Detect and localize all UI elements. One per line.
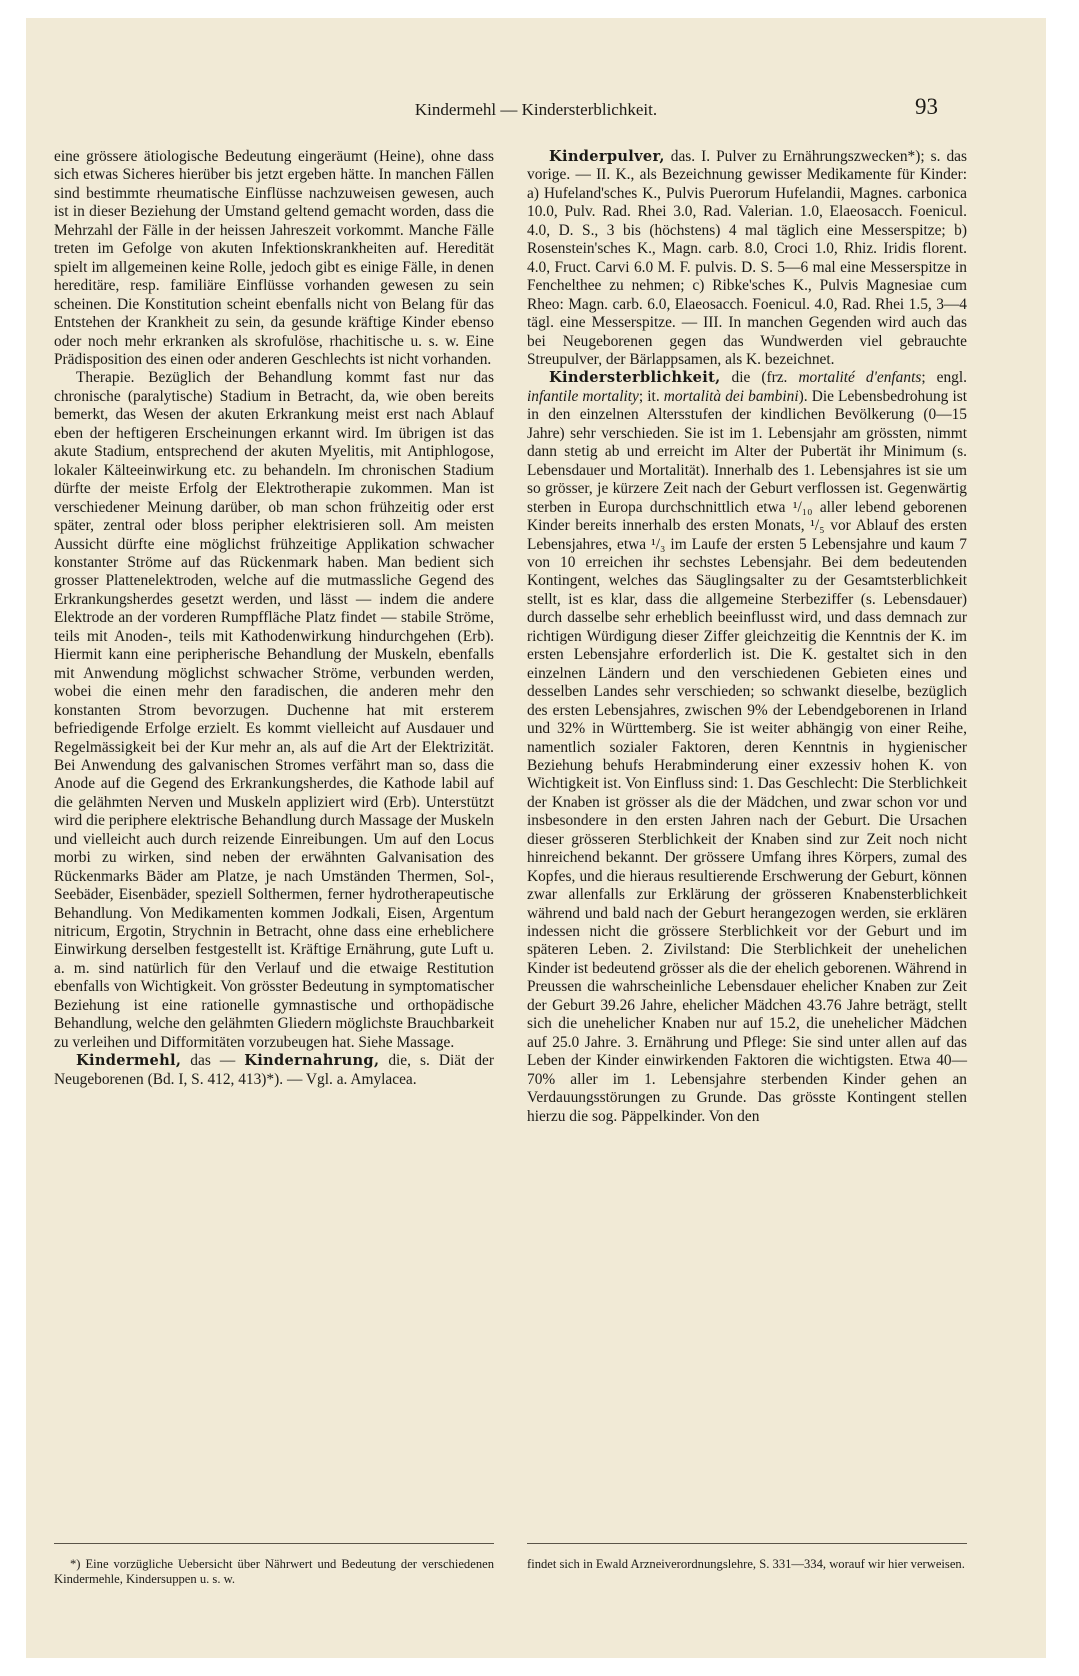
italian-term: mortalità dei bambini [663, 387, 799, 405]
entry-kindersterblichkeit [527, 369, 967, 1126]
page-header [26, 92, 1046, 126]
footnote-divider-left [54, 1543, 494, 1544]
entry-kindermehl [54, 1052, 494, 1089]
running-head: Kindermehl — Kindersterblichkeit. [414, 100, 658, 119]
page-number: 93 [915, 94, 938, 119]
left-column [54, 148, 494, 1089]
entry-text: ; engl. [921, 369, 967, 387]
book-page [26, 18, 1046, 1658]
footnote-divider-right [527, 1543, 967, 1544]
english-term: infantile mortality [527, 387, 639, 405]
entry-kinderpulver [527, 148, 967, 369]
entry-head-kindermehl: Kindermehl, [76, 1052, 182, 1070]
footnote-left: *) Eine vorzügliche Uebersicht über Nährwert und Bedeutung der verschiedenen Kindermehle, Kindersuppen u. s. w. [54, 1557, 494, 1586]
french-term: mortalité d'enfants [798, 369, 922, 387]
entry-head-kindernahrung: Kindernahrung, [244, 1052, 380, 1070]
entry-text: das. I. Pulver zu Ernährungszwecken*); s. das vorige. — II. K., als Bezeichnung gewisser Medikamente für Kinder: a) Hufeland'sches K., Pulvis Puerorum Hufelandii, Magnes. carbonica 10.0, Pulv. Rad. Rhei 3.0, Rad. Valerian. 1.0, Elaeosacch. Foenicul. 4.0, D. S., 3 bis (höchstens) 4 mal täglich eine Messerspitze; b) Rosenstein'sches K., Magn. carb. 8.0, Croci 1.0, Rhiz. Iridis florent. 4.0, Fruct. Carvi 6.0 M. F. pulvis. D. S. 5—6 mal eine Messerspitze in Fenchelthee zu nehmen; c) Ribke'sches K., Pulvis Magnesiae cum Rheo: Magn. carb. 6.0, Elaeosacch. Foenicul. 4.0, Rad. Rhei 1.5, 3—4 tägl. eine Messerspitze. — III. In manchen Gegenden wird auch das bei Neugeborenen gegen das Wundwerden viel gebrauchte Streupulver, der Bärlappsamen, als K. bezeichnet. [527, 148, 967, 368]
right-column [527, 148, 967, 1126]
entry-text: ). Die Lebensbedrohung ist in den einzelnen Altersstufen der kindlichen Bevölkerung (0—15 Jahre) sehr verschieden. Sie ist im 1. Lebensjahr am grössten, nimmt dann stetig ab und erreicht im Alter der Pubertät ihr Minimum (s. Lebensdauer und Mortalität). Innerhalb des 1. Lebensjahres ist sie um so grösser, je kürzere Zeit nach der Geburt verflossen ist. Gegenwärtig sterben in Europa durchschnittlich etwa ¹/₁₀ aller lebend geborenen Kinder bereits innerhalb des ersten Monats, ¹/₅ vor Ablauf des ersten Lebensjahres, etwa ¹/₃ im Laufe der ersten 5 Lebensjahre und kaum 7 von 10 erreichen ihr sechstes Lebensjahr. Bei dem bedeutenden Kontingent, welches das Säuglingsalter zu der Gesamtsterblichkeit stellt, ist es klar, dass die allgemeine Sterbeziffer (s. Lebensdauer) durch dasselbe sehr erheblich beeinflusst wird, und dass demnach zur richtigen Würdigung dieser Ziffer gleichzeitig die Kenntnis der K. im ersten Lebensjahre erforderlich ist. Die K. gestaltet sich in den einzelnen Ländern und den verschiedenen Gebieten eines und desselben Landes sehr verschieden; so schwankt dieselbe, bezüglich des ersten Lebensjahres, zwischen 9% der Lebendgeborenen in Irland und 32% in Württemberg. Sie ist weiter abhängig von einer Reihe, namentlich sozialer Faktoren, deren Kenntnis in hygienischer Beziehung behufs Herabminderung einer exzessiv hohen K. von Wichtigkeit ist. Von Einfluss sind: 1. Das Geschlecht: Die Sterblichkeit der Knaben ist grösser als die der Mädchen, und zwar schon vor und insbesondere in den ersten Jahren nach der Geburt. Die Ursachen dieser grösseren Sterblichkeit der Knaben sind zur Zeit noch nicht hinreichend bekannt. Der grössere Umfang ihres Körpers, zumal des Kopfes, und die hieraus resultierende Erschwerung der Geburt, können zwar allenfalls zur Erklärung der grösseren Knabensterblichkeit während und bald nach der Geburt herangezogen werden, sie erklären indessen nicht die grössere Sterblichkeit vor der Geburt und im späteren Leben. 2. Zivilstand: Die Sterblichkeit der unehelichen Kinder ist bedeutend grösser als die der ehelich geborenen. Während in Preussen die wahrscheinliche Lebensdauer ehelicher Knaben zur Zeit der Geburt 39.26 Jahre, ehelicher Mädchen 43.76 Jahre beträgt, stellt sich die unehelicher Knaben nur auf 15.2, die unehelicher Mädchen auf 25.0 Jahre. 3. Ernährung und Pflege: Sie sind unter allen auf das Leben der Kinder einwirkenden Faktoren die wichtigsten. Etwa 40—70% aller im 1. Lebensjahre sterbenden Kinder gehen an Verdauungsstörungen zu Grunde. Das grösste Kontingent stellen hierzu die sog. Päppelkinder. Von den [527, 387, 967, 1125]
paragraph-etiology: eine grössere ätiologische Bedeutung eingeräumt (Heine), ohne dass sich etwas Sicheres hierüber bis jetzt ergeben hätte. In manchen Fällen sind bestimmte rheumatische Einflüsse nachzuweisen gewesen, auch ist in dieser Beziehung der Umstand geltend gemacht worden, dass die Mehrzahl der Fälle in der heissen Jahreszeit vorkommt. Manche Fälle treten im Gefolge von akuten Infektionskrankheiten auf. Heredität spielt im allgemeinen keine Rolle, jedoch gibt es einige Fälle, in denen hereditäre, resp. familiäre Einflüsse vorhanden gewesen zu sein scheinen. Die Konstitution scheint ebenfalls nicht von Belang für das Entstehen der Krankheit zu sein, da gesunde kräftige Kinder ebenso oder noch mehr erkranken als skrofulöse, rhachitische u. s. w. Eine Prädisposition des einen oder anderen Geschlechts ist nicht vorhanden. [54, 148, 494, 368]
entry-head-kindersterblichkeit: Kindersterblichkeit, [549, 369, 721, 387]
entry-text: das — [181, 1052, 245, 1070]
entry-text: die, s. Diät der Neugeborenen (Bd. I, S. 412, 413)*). — Vgl. a. Amylacea. [54, 1052, 495, 1088]
paragraph-therapie: Therapie. Bezüglich der Behandlung kommt fast nur das chronische (paralytische) Stadium in Betracht, da, wie oben bereits bemerkt, das Wesen der akuten Erkrankung meist erst nach Ablauf eben der heftigeren Erscheinungen erkannt wird. Im übrigen ist das akute Stadium, entsprechend der akuten Myelitis, mit Antiphlogose, lokaler Kälteeinwirkung etc. zu behandeln. Im chronischen Stadium dürfte der meiste Erfolg der Elektrotherapie zukommen. Man ist verschiedener Meinung darüber, ob man schon frühzeitig oder erst später, zentral oder bloss peripher elektrisieren soll. Am meisten Aussicht dürfte eine möglichst frühzeitige Applikation schwacher konstanter Ströme auf das Rückenmark haben. Man bedient sich grosser Plattenelektroden, welche auf die mutmassliche Gegend des Erkrankungsherdes gesetzt werden, und lässt — indem die andere Elektrode an der vorderen Rumpffläche Platz findet — stabile Ströme, teils mit Anoden-, teils mit Kathodenwirkung hindurchgehen (Erb). Hiermit kann eine peripherische Behandlung der Muskeln, ebenfalls mit Anwendung möglichst schwacher Ströme, verbunden werden, wobei die einen mehr den faradischen, die anderen mehr den konstanten Strom bevorzugen. Duchenne hat mit ersterem befriedigende Erfolge erzielt. Es kommt vielleicht auf Ausdauer und Regelmässigkeit bei der Kur mehr an, als auf die Art der Elektrizität. Bei Anwendung des galvanischen Stromes verfährt man so, dass die Anode auf die Gegend des Erkrankungsherdes, die Kathode labil auf die gelähmten Nerven und Muskeln appliziert wird (Erb). Unterstützt wird die periphere elektrische Behandlung durch Massage der Muskeln und vielleicht auch durch reizende Einreibungen. Um auf den Locus morbi zu wirken, sind neben der erwähnten Galvanisation des Rückenmarks Bäder am Platze, je nach Umständen Thermen, Sol-, Seebäder, Eisenbäder, speziell Solthermen, ferner hydrotherapeutische Behandlung. Von Medikamenten kommen Jodkali, Eisen, Argentum nitricum, Ergotin, Strychnin in Betracht, ohne dass eine erheblichere Einwirkung derselben festgestellt ist. Kräftige Ernährung, gute Luft u. a. m. sind natürlich für den Verlauf und die etwaige Restitution ebenfalls von Wichtigkeit. Von grösster Bedeutung in symptomatischer Beziehung ist eine rationelle gymnastische und orthopädische Behandlung, welche den gelähmten Gliedern möglichste Brauchbarkeit zu verleihen und Difformitäten vorzubeugen hat. Siehe Massage. [54, 369, 494, 1051]
footnote-right: findet sich in Ewald Arzneiverordnungslehre, S. 331—334, worauf wir hier verweisen. [527, 1557, 965, 1571]
entry-text: die (frz. [720, 369, 799, 387]
entry-text: ; it. [638, 387, 664, 405]
entry-head-kinderpulver: Kinderpulver, [549, 148, 665, 165]
